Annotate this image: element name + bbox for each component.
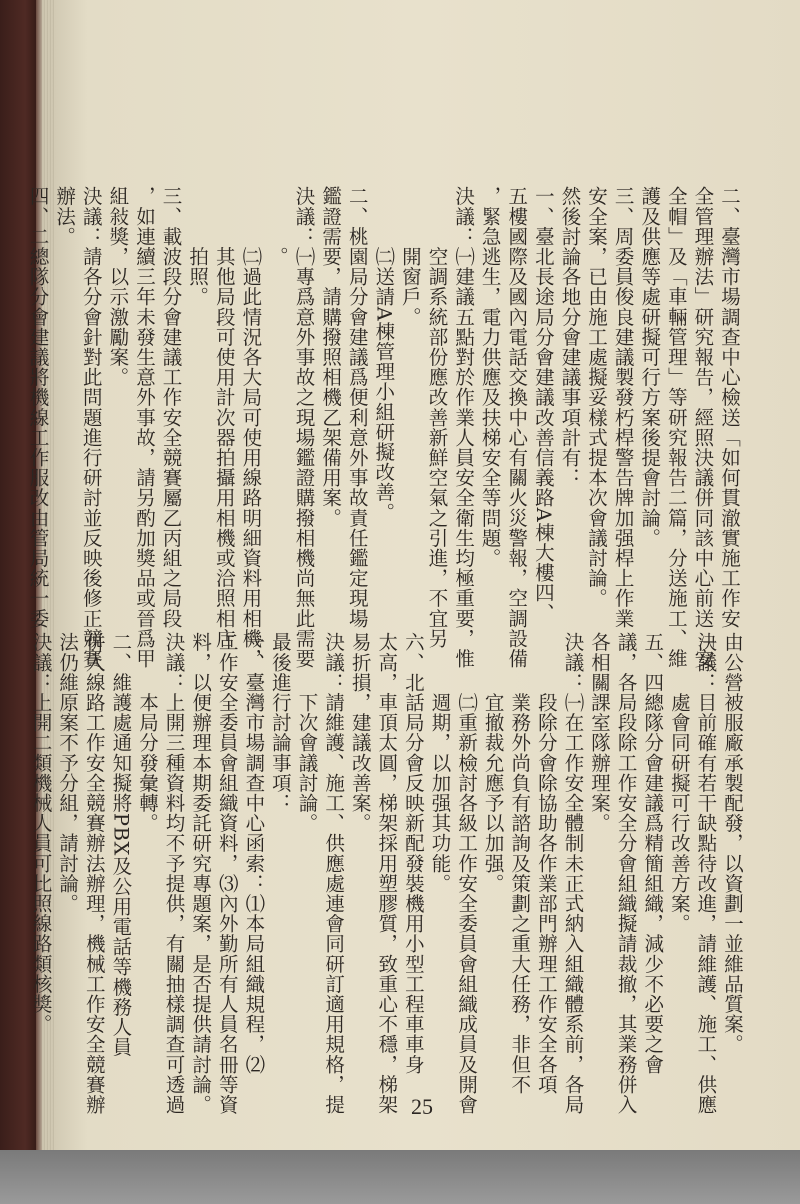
- lower-column-17: 下次會議討論。: [295, 632, 319, 833]
- upper-column-6: 安全案，已由施工處擬妥樣式提本次會議討論。: [585, 186, 609, 609]
- lower-column-5: 議，各局段除工作安全分會組織擬請裁撤，其業務併入: [614, 632, 638, 1115]
- lower-column-14: 太高，車頂太圓，梯架採用塑膠質，致重心不穩，梯架: [375, 632, 399, 1115]
- upper-column-18: 。: [265, 186, 289, 267]
- lower-column-1: 由公營被服廠承製配發，以資劃一並維品質案。: [721, 632, 744, 1055]
- lower-column-19: 一、臺灣市場調查中心函索：⑴本局組織規程，⑵: [242, 632, 266, 1075]
- page-number: 25: [411, 1094, 433, 1119]
- upper-column-1: 二、臺灣市場調查中心檢送「如何貫澈實施工作安: [718, 186, 741, 629]
- upper-column-8: 一、臺北長途局分會建議改善信義路A棟大樓四、: [531, 186, 555, 623]
- upper-column-24: 組敍獎，以示激勵案。: [106, 186, 130, 387]
- upper-column-3: 全帽」及「車輛管理」等研究報告二篇，分送施工、維: [664, 186, 688, 669]
- table-surface: [0, 1150, 800, 1204]
- upper-column-15: 二、桃園局分會建議爲便利意外事故責任鑑定現場: [345, 186, 369, 629]
- lower-column-27: 決議：上開二類機械人員可比照線路類核獎。: [29, 632, 53, 1034]
- lower-column-7: 決議：㈠在工作安全體制未正式納入組織體系前，各局: [561, 632, 585, 1115]
- upper-column-4: 護及供應等處研擬可行方案後提會討論。: [638, 186, 662, 548]
- upper-column-23: ，如連續三年未發生意外事故，請另酌加獎品或晉爲甲: [132, 186, 156, 669]
- upper-column-10: ，緊急逃生，電力供應及扶梯安全等問題。: [478, 186, 502, 568]
- upper-column-14: ㈡送請A棟管理小組研擬改善。: [372, 186, 396, 523]
- lower-column-8: 段除分會除協助各作業部門辦理工作安全各項: [534, 632, 558, 1095]
- upper-text-block: [26, 186, 742, 669]
- upper-column-16: 鑑證需要，請購撥照相機乙架備用案。: [319, 186, 343, 528]
- upper-column-21: 拍照。: [186, 186, 210, 307]
- lower-column-9: 業務外尚負有諮詢及策劃之重大任務，非但不: [508, 632, 532, 1095]
- lower-column-21: 料，以便辦理本期委託研究專題案，是否提供請討論。: [189, 632, 213, 1115]
- lower-column-26: 法仍維原案不予分組，請討論。: [56, 632, 80, 914]
- upper-column-17: 決議：㈠專爲意外事故之現場鑑證購撥相機尚無此需要: [292, 186, 316, 669]
- lower-column-11: ㈡重新檢討各級工作安全委員會組織成員及開會: [455, 632, 479, 1115]
- lower-column-22: 決議：上開三種資料均不予提供，有關抽樣調查可透過: [162, 632, 186, 1115]
- upper-column-7: 然後討論各地分會建議事項計有：: [558, 186, 582, 488]
- lower-column-25: 併入線路工作安全競賽辦法辦理，機械工作安全競賽辦: [82, 632, 106, 1115]
- lower-column-13: 六、北話局分會反映新配發裝機用小型工程車車身: [401, 632, 425, 1075]
- upper-column-22: 三、載波段分會建議工作安全競賽屬乙丙組之局段: [159, 186, 183, 629]
- lower-column-20: 工作安全委員會組織資料，⑶內外勤所有人員名冊等資: [215, 632, 239, 1115]
- upper-column-27: 四、二總隊分會建議將機線工作服改由管局統一委: [26, 186, 50, 629]
- upper-column-13: 開窗戶。: [398, 186, 422, 327]
- upper-column-11: 決議：㈠建議五點對於作業人員安全衛生均極重要，惟: [452, 186, 476, 669]
- upper-column-25: 決議：請各分會針對此問題進行研討並反映後修正競賽: [79, 186, 103, 669]
- lower-column-15: 易折損，建議改善案。: [348, 632, 372, 833]
- upper-column-20: 其他局段可使用計次器拍攝用相機或洽照相店: [212, 186, 236, 649]
- lower-column-6: 各相關課室隊辦理案。: [588, 632, 612, 833]
- upper-column-26: 辦法。: [53, 186, 77, 247]
- upper-column-19: ㈡過此情況各大局可使用線路明細資料用相機，: [239, 186, 263, 669]
- lower-column-23: 本局分發彙轉。: [135, 632, 159, 833]
- lower-column-18: 最後進行討論事項：: [268, 632, 292, 813]
- upper-column-12: 空調系統部份應改善新鮮空氣之引進，不宜另: [425, 186, 449, 649]
- upper-column-2: 全管理辦法」研究報告，經照決議併同該中心前送「安: [691, 186, 715, 669]
- lower-column-4: 五、四總隊分會建議爲精簡組織，減少不必要之會: [641, 632, 665, 1075]
- lower-column-2: 決議：目前確有若干缺點待改進，請維護、施工、供應: [694, 632, 718, 1115]
- lower-column-16: 決議：請維護、施工、供應處連會同研訂適用規格，提: [322, 632, 346, 1115]
- upper-column-5: 三、周委員俊良建議製發朽桿警告牌加强桿上作業: [611, 186, 635, 629]
- lower-column-10: 宜撤裁允應予以加强。: [481, 632, 505, 894]
- upper-column-9: 五樓國際及國內電話交換中心有關火災警報，空調設備: [505, 186, 529, 669]
- lower-column-12: 週期，以加强其功能。: [428, 632, 452, 894]
- lower-column-3: 處會同研擬可行改善方案。: [667, 632, 691, 934]
- lower-column-24: 二、維護處通知擬將PBX及公用電話等機務人員: [109, 632, 133, 1058]
